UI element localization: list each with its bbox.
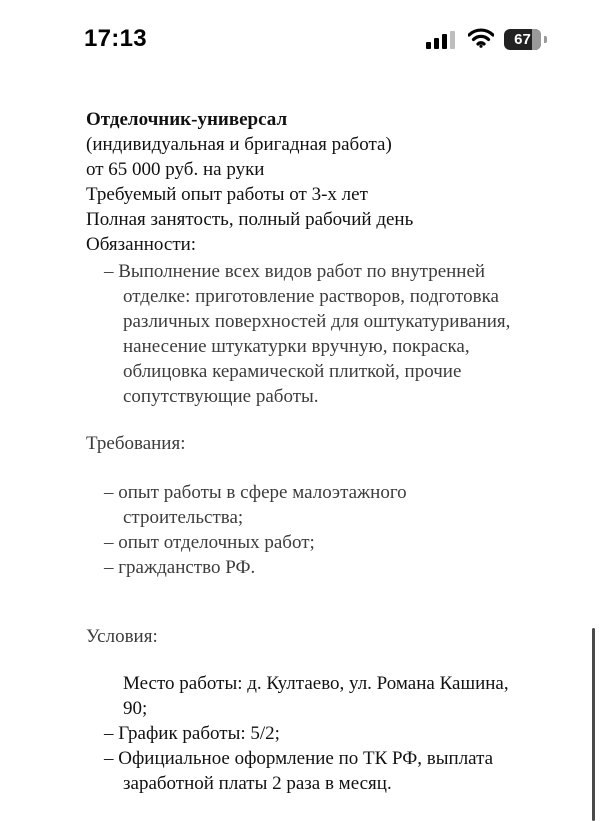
battery-level: 67 — [514, 31, 531, 48]
requirement-line: – гражданство РФ. — [104, 557, 256, 578]
job-title: Отделочник-универсал — [86, 109, 288, 130]
duty-line: нанесение штукатурки вручную, покраска, — [123, 336, 470, 357]
duty-line: облицовка керамической плиткой, прочие — [123, 361, 462, 382]
requirement-line: – опыт отделочных работ; — [104, 532, 315, 553]
condition-line: 90; — [123, 698, 148, 719]
requirements-heading: Требования: — [86, 433, 186, 454]
condition-line: – Официальное оформление по ТК РФ, выплата — [104, 748, 494, 769]
duty-line: отделке: приготовление растворов, подготовка — [123, 286, 499, 307]
scrollbar[interactable] — [592, 628, 595, 821]
duty-line: – Выполнение всех видов работ по внутренней — [104, 261, 486, 282]
job-salary: от 65 000 руб. на руки — [86, 159, 265, 180]
condition-line: заработной платы 2 раза в месяц. — [123, 773, 392, 794]
requirement-line: строительства; — [123, 507, 244, 528]
duty-line: сопутствующие работы. — [123, 386, 319, 407]
conditions-heading: Условия: — [86, 626, 158, 647]
status-time: 17:13 — [84, 25, 147, 52]
job-work-type: (индивидуальная и бригадная работа) — [86, 134, 392, 155]
requirement-line: – опыт работы в сфере малоэтажного — [104, 482, 407, 503]
job-experience: Требуемый опыт работы от 3-х лет — [86, 184, 368, 205]
job-employment: Полная занятость, полный рабочий день — [86, 209, 414, 230]
condition-line: – График работы: 5/2; — [104, 723, 280, 744]
duties-heading: Обязанности: — [86, 234, 197, 255]
duty-line: различных поверхностей для оштукатуривания, — [123, 311, 511, 332]
condition-line: Место работы: д. Култаево, ул. Романа Кашина, — [123, 673, 509, 694]
